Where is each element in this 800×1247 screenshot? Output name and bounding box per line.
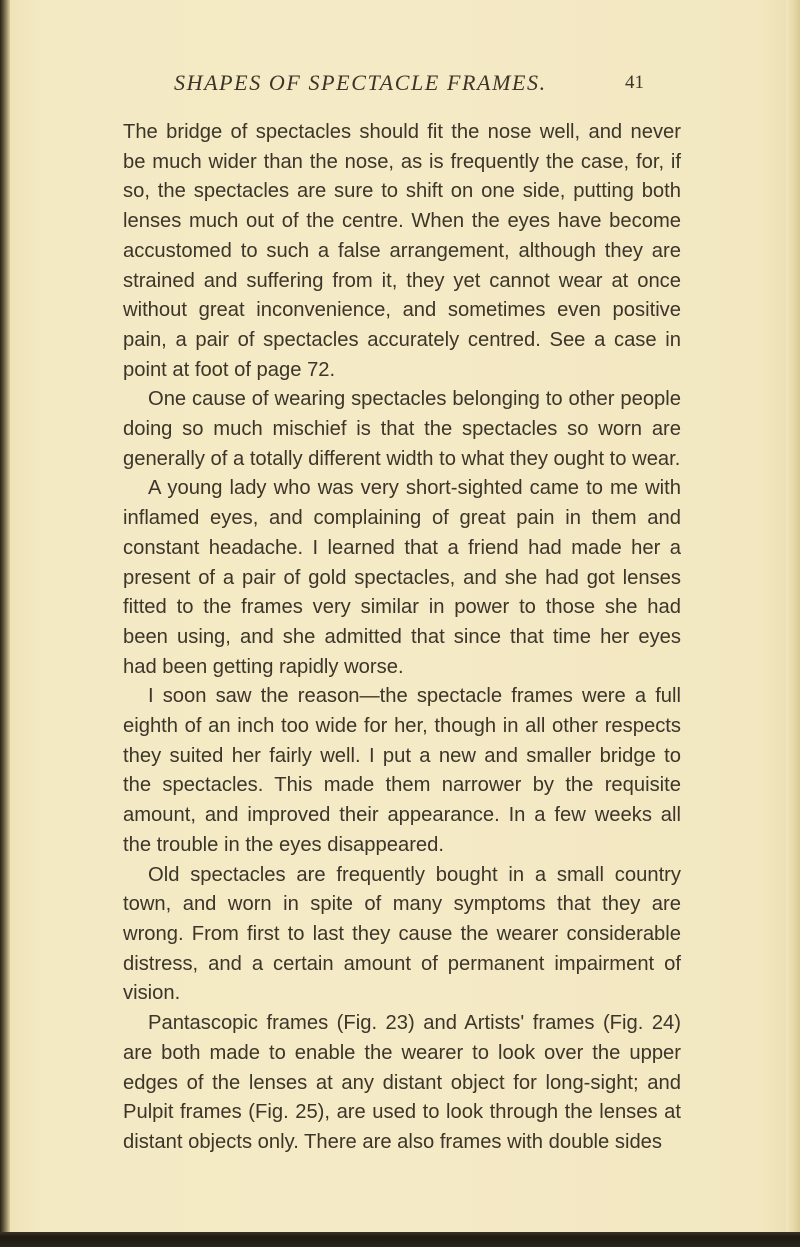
paragraph: One cause of wearing spectacles belonging to other people doing so much mischief is that the spectacles so worn are generally of a totally different width to what they ought to wear. <box>123 388 681 470</box>
paragraph: Pantascopic frames (Fig. 23) and Artists' frames (Fig. 24) are both made to enable the wearer to look over the upper edges of the lenses at any distant object for long-sight; and Pulpit frames (Fig. 25), are used to look through the lenses at distant objects only. There are also frames with double sides <box>123 1012 681 1153</box>
page-header <box>0 64 800 104</box>
paragraph: The bridge of spectacles should fit the nose well, and never be much wider than the nose, as is frequently the case, for, if so, the spectacles are sure to shift on one side, putting both lenses much out of the centre. When the eyes have become accustomed to such a false arrangement, although they are strained and suffering from it, they yet cannot wear at once without great inconvenience, and sometimes even positive pain, a pair of spectacles accurately centred. See a case in point at foot of page 72. <box>123 121 681 381</box>
page-edge <box>786 0 800 1247</box>
page-gutter-shadow <box>0 0 10 1247</box>
paragraph: Old spectacles are frequently bought in a small country town, and worn in spite of many symptoms that they are wrong. From first to last they cause the wearer considerable distress, and a certain amount of permanent impairment of vision. <box>123 863 681 1005</box>
body-text <box>123 118 681 1158</box>
paragraph: A young lady who was very short-sighted came to me with inflamed eyes, and complaining of great pain in them and constant headache. I learned that a friend had made her a present of a pair of gold spectacles, and she had got lenses fitted to the frames very similar in power to those she had been using, and she admitted that since that time her eyes had been getting rapidly worse. <box>123 477 681 678</box>
running-title: SHAPES OF SPECTACLE FRAMES. <box>174 70 547 95</box>
page-bottom-edge <box>0 1232 800 1247</box>
page-number: 41 <box>625 72 644 93</box>
paragraph: I soon saw the reason—the spectacle frames were a full eighth of an inch too wide for her, though in all other respects they suited her fairly well. I put a new and smaller bridge to the spectacles. This made them narrower by the requisite amount, and improved their appearance. In a few weeks all the trouble in the eyes disappeared. <box>123 685 681 856</box>
